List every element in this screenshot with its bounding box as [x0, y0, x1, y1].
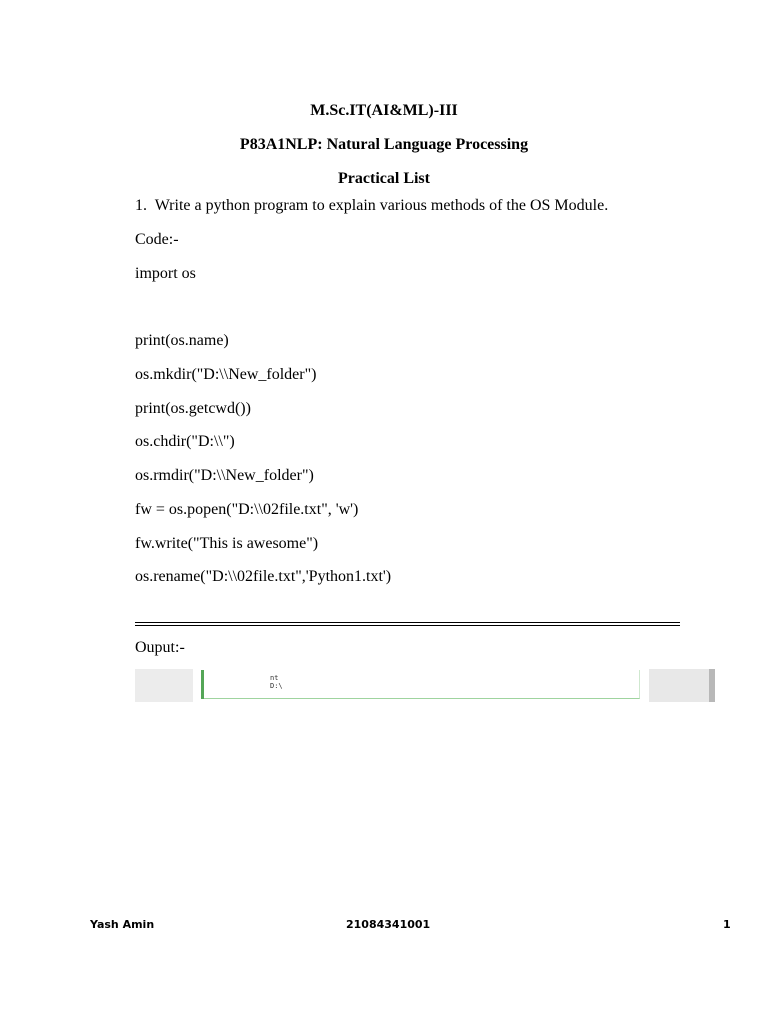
code-line: print(os.name) — [135, 332, 229, 349]
code-label: Code:- — [135, 231, 179, 248]
code-line: fw.write("This is awesome") — [135, 535, 319, 552]
output-screenshot — [135, 669, 715, 702]
footer-roll-number: 21084341001 — [346, 918, 431, 931]
practical-list-heading: Practical List — [338, 170, 430, 187]
console-status-bar — [201, 670, 204, 699]
console-output-line: nt — [270, 674, 279, 682]
code-line: print(os.getcwd()) — [135, 400, 251, 417]
code-line: os.mkdir("D:\\New_folder") — [135, 366, 317, 383]
output-strip-right-panel — [649, 669, 709, 702]
code-line: os.rmdir("D:\\New_folder") — [135, 467, 314, 484]
footer-page-number: 1 — [723, 918, 731, 931]
console-output-panel — [201, 670, 640, 699]
code-line: os.chdir("D:\\") — [135, 433, 235, 450]
subject-heading: P83A1NLP: Natural Language Processing — [239, 136, 529, 153]
divider-line-top — [135, 622, 680, 623]
course-heading: M.Sc.IT(AI&ML)-III — [310, 102, 458, 119]
code-line: fw = os.popen("D:\\02file.txt", 'w') — [135, 501, 359, 518]
console-output-line: D:\ — [270, 682, 283, 690]
code-line: os.rename("D:\\02file.txt",'Python1.txt') — [135, 568, 392, 585]
output-label: Ouput:- — [135, 639, 185, 656]
question-text: 1. Write a python program to explain various methods of the OS Module. — [135, 197, 609, 214]
output-strip-scrollbar — [709, 669, 715, 702]
footer-author-name: Yash Amin — [90, 918, 155, 931]
output-strip-left-panel — [135, 669, 193, 702]
divider-line-bottom — [135, 625, 680, 626]
code-line: import os — [135, 265, 196, 282]
